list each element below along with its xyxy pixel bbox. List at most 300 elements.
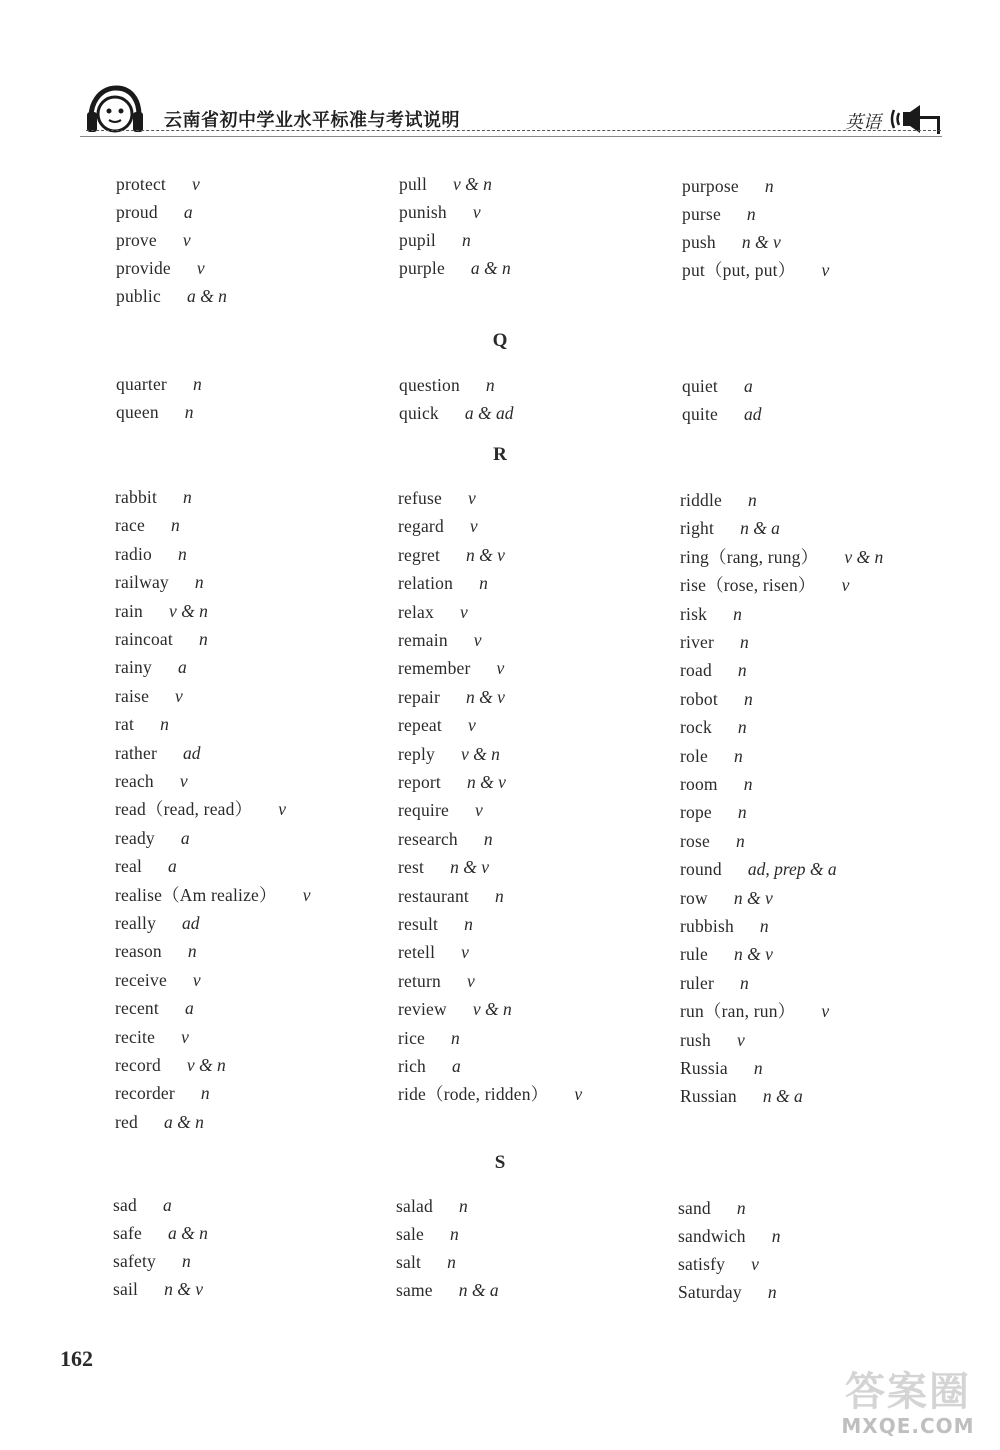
entry-pos: v [192, 969, 201, 990]
entry-word: repeat [398, 715, 442, 736]
entry-word: red [115, 1111, 138, 1132]
word-entry [116, 226, 191, 254]
word-entry [682, 228, 781, 256]
entry-pos: v & n [186, 1055, 226, 1075]
entry-pos: v [302, 884, 311, 905]
entry-pos: n [184, 402, 194, 422]
entry-pos: v [467, 970, 475, 991]
entry-word: remember [398, 658, 471, 679]
header-subject: 英语 [845, 112, 881, 133]
entry-word: public [116, 286, 161, 306]
word-entry [398, 654, 504, 682]
word-entry [398, 768, 506, 796]
word-entry [680, 514, 780, 542]
word-entry [680, 1054, 763, 1082]
entry-word: row [680, 887, 708, 908]
entry-pos: n [198, 629, 208, 649]
entry-word: river [680, 632, 715, 652]
entry-word: right [680, 518, 715, 539]
word-entry [680, 486, 757, 514]
entry-pos: n [753, 1058, 763, 1078]
word-entry [682, 372, 753, 400]
entry-word: receive [115, 969, 167, 990]
entry-word: retell [398, 942, 436, 963]
word-entry [398, 1024, 460, 1052]
word-entry [682, 172, 774, 200]
entry-pos: n [194, 572, 204, 593]
word-entry [398, 626, 482, 654]
entry-word: sad [113, 1195, 137, 1215]
word-entry [115, 994, 194, 1022]
word-entry [115, 767, 188, 795]
entry-pos: n [734, 745, 743, 766]
word-entry [398, 569, 488, 597]
entry-pos: n [464, 914, 473, 934]
word-entry [398, 541, 505, 569]
word-entry [399, 170, 492, 198]
word-entry [115, 511, 180, 539]
word-entry [396, 1220, 459, 1248]
word-entry [115, 966, 201, 994]
entry-word: raincoat [115, 629, 173, 649]
word-entry [680, 571, 849, 599]
entry-word: quite [682, 404, 718, 424]
word-entry [682, 256, 829, 284]
entry-word: really [115, 913, 157, 933]
entry-word: safe [113, 1223, 142, 1243]
entry-word: report [398, 772, 441, 792]
entry-word: rice [398, 1027, 426, 1048]
word-entry [113, 1247, 191, 1275]
entry-word: rest [398, 857, 425, 878]
entry-word: sail [113, 1279, 139, 1299]
entry-word: salt [396, 1252, 422, 1272]
word-entry [678, 1194, 746, 1222]
word-entry [115, 881, 311, 909]
word-entry [682, 400, 762, 428]
entry-pos: n [461, 230, 471, 250]
word-entry [680, 1026, 745, 1054]
word-entry [680, 600, 742, 628]
entry-pos: v [821, 1001, 830, 1022]
word-entry [116, 198, 193, 226]
word-entry [115, 568, 204, 596]
word-entry [396, 1192, 468, 1220]
entry-word: rush [680, 1029, 711, 1050]
page-header [80, 82, 945, 142]
entry-word: reply [398, 743, 435, 764]
entry-word: realise（Am realize） [115, 884, 277, 905]
entry-word: regret [398, 544, 441, 565]
entry-word: rich [398, 1056, 427, 1076]
entry-pos: v & n [844, 546, 884, 567]
entry-pos: n [192, 374, 202, 394]
word-entry [680, 940, 773, 968]
entry-pos: n [733, 603, 742, 624]
entry-pos: n [737, 660, 747, 681]
word-entry [398, 512, 478, 540]
word-entry [398, 796, 483, 824]
word-entry [113, 1191, 172, 1219]
entry-pos: v [278, 799, 287, 820]
word-entry [682, 200, 756, 228]
word-entry [115, 739, 201, 767]
word-entry [680, 997, 829, 1025]
entry-word: recorder [115, 1083, 175, 1104]
word-entry [115, 795, 286, 823]
word-entry [115, 540, 187, 568]
entry-pos: v [574, 1084, 583, 1105]
entry-word: Saturday [678, 1282, 742, 1302]
entry-pos: n [187, 941, 197, 962]
entry-pos: n [737, 802, 747, 823]
entry-pos: n & v [467, 772, 506, 792]
entry-word: result [398, 914, 439, 934]
word-entry [678, 1250, 759, 1278]
entry-word: reason [115, 941, 162, 962]
entry-pos: a & n [163, 1111, 204, 1132]
entry-word: quick [399, 403, 439, 423]
word-entry [115, 909, 200, 937]
entry-word: risk [680, 603, 708, 624]
entry-pos: a & ad [464, 403, 514, 423]
entry-word: riddle [680, 490, 723, 510]
entry-word: prove [116, 230, 157, 250]
entry-word: relation [398, 573, 454, 594]
entry-word: round [680, 859, 722, 880]
entry-word: rose [680, 830, 710, 851]
entry-word: regard [398, 516, 444, 537]
entry-word: salad [396, 1196, 433, 1216]
word-entry [680, 969, 749, 997]
word-entry [398, 1052, 461, 1080]
entry-word: queen [116, 402, 159, 422]
header-dashed-rule [86, 130, 941, 131]
word-entry [398, 683, 505, 711]
entry-pos: n [451, 1027, 460, 1048]
entry-pos: a [184, 998, 194, 1019]
header-rule [80, 136, 942, 137]
entry-pos: v & n [472, 999, 512, 1020]
word-entry [399, 254, 511, 282]
entry-pos: v [751, 1254, 759, 1274]
entry-pos: v & n [169, 600, 208, 621]
entry-pos: n & a [458, 1280, 499, 1300]
entry-word: rubbish [680, 916, 734, 936]
word-entry [398, 910, 473, 938]
entry-word: real [115, 856, 143, 877]
entry-pos: n [743, 688, 753, 709]
entry-pos: n [483, 828, 493, 849]
word-entry [680, 1082, 803, 1110]
word-entry [116, 370, 202, 398]
entry-word: read（read, read） [115, 799, 253, 820]
entry-pos: a & n [470, 258, 511, 278]
entry-pos: n [200, 1083, 210, 1104]
entry-word: quarter [116, 374, 167, 394]
entry-word: railway [115, 572, 169, 593]
word-entry [398, 938, 469, 966]
entry-word: sand [678, 1198, 711, 1218]
word-entry [113, 1219, 208, 1247]
entry-pos: v [192, 174, 200, 194]
entry-word: road [680, 660, 712, 681]
word-entry [680, 827, 745, 855]
entry-word: purple [399, 258, 445, 278]
entry-pos: n & a [740, 518, 780, 539]
entry-word: rain [115, 600, 144, 621]
entry-pos: v [182, 230, 191, 250]
entry-pos: n [458, 1196, 468, 1216]
entry-word: role [680, 745, 709, 766]
entry-word: sale [396, 1224, 425, 1244]
entry-pos: n [183, 487, 192, 507]
entry-pos: n [182, 1251, 191, 1271]
entry-word: satisfy [678, 1254, 726, 1274]
entry-word: review [398, 999, 447, 1020]
entry-pos: v [472, 202, 481, 222]
word-entry [116, 254, 205, 282]
entry-pos: v [496, 658, 505, 679]
entry-pos: a [183, 202, 193, 222]
entry-word: rise（rose, risen） [680, 575, 816, 596]
entry-word: robot [680, 688, 718, 709]
entry-pos: a [180, 827, 190, 848]
entry-word: radio [115, 543, 152, 564]
entry-word: recent [115, 998, 159, 1019]
word-entry [398, 825, 493, 853]
entry-word: refuse [398, 488, 442, 508]
word-entry [398, 853, 489, 881]
entry-pos: v [175, 685, 183, 706]
entry-word: punish [399, 202, 447, 222]
section-letter-q: Q [492, 330, 508, 351]
word-entry [399, 399, 514, 427]
entry-pos: n & v [466, 544, 505, 565]
entry-word: pull [399, 174, 428, 194]
headphones-mascot-icon [86, 84, 144, 136]
entry-pos: a [177, 657, 187, 678]
entry-pos: ad, prep & a [747, 859, 837, 880]
entry-pos: a [162, 1195, 172, 1215]
word-entry [680, 855, 837, 883]
entry-word: put（put, put） [682, 260, 796, 280]
section-letter-r: R [493, 444, 507, 465]
watermark-logo [822, 1360, 994, 1442]
entry-word: require [398, 800, 449, 821]
entry-word: reach [115, 771, 154, 791]
entry-pos: n [736, 1198, 746, 1218]
entry-pos: ad [744, 404, 762, 424]
entry-pos: n [743, 774, 753, 794]
entry-pos: n [767, 1282, 777, 1302]
entry-word: pupil [399, 230, 436, 250]
entry-pos: ad [182, 913, 200, 933]
word-entry [398, 711, 476, 739]
entry-word: rabbit [115, 487, 158, 507]
entry-pos: n & v [734, 944, 773, 965]
entry-word: quiet [682, 376, 718, 396]
entry-pos: n [495, 885, 504, 906]
entry-pos: v [736, 1029, 745, 1050]
word-entry [115, 852, 177, 880]
word-entry [398, 882, 504, 910]
word-entry [680, 685, 753, 713]
entry-pos: n [771, 1226, 781, 1246]
entry-word: record [115, 1055, 161, 1075]
word-entry [398, 1080, 582, 1108]
word-entry [115, 937, 197, 965]
entry-pos: v [474, 800, 483, 821]
word-entry [398, 598, 468, 626]
entry-pos: n & v [733, 887, 773, 908]
entry-word: rather [115, 742, 158, 763]
entry-word: same [396, 1280, 433, 1300]
entry-pos: a & n [167, 1223, 208, 1243]
entry-pos: a & n [186, 286, 227, 306]
entry-word: room [680, 774, 718, 794]
entry-pos: n [447, 1252, 456, 1272]
word-entry [115, 597, 208, 625]
entry-pos: v [821, 260, 830, 280]
entry-word: ride（rode, ridden） [398, 1084, 549, 1105]
word-entry [115, 824, 190, 852]
entry-word: Russia [680, 1058, 728, 1078]
entry-pos: n & v [741, 232, 781, 252]
word-entry [678, 1222, 780, 1250]
word-entry [115, 625, 208, 653]
entry-word: protect [116, 174, 166, 194]
entry-pos: n [737, 717, 747, 738]
entry-pos: a [744, 376, 753, 396]
entry-word: proud [116, 202, 158, 222]
entry-pos: n [735, 830, 745, 851]
entry-pos: n & v [466, 686, 505, 707]
entry-word: return [398, 970, 441, 991]
entry-word: purse [682, 204, 721, 224]
entry-pos: v [467, 715, 476, 736]
entry-pos: n [160, 714, 169, 735]
entry-pos: n [740, 972, 749, 993]
entry-word: restaurant [398, 885, 469, 906]
word-entry [680, 884, 773, 912]
word-entry [398, 967, 475, 995]
entry-word: recite [115, 1026, 156, 1047]
word-entry [115, 1051, 226, 1079]
word-entry [398, 484, 476, 512]
word-entry [680, 770, 753, 798]
entry-word: race [115, 515, 145, 536]
entry-pos: a [452, 1056, 461, 1076]
entry-word: raise [115, 685, 150, 706]
word-entry [398, 740, 500, 768]
entry-word: rope [680, 802, 712, 823]
word-entry [115, 1108, 204, 1136]
entry-pos: v & n [460, 743, 500, 764]
entry-word: provide [116, 258, 171, 278]
entry-word: ready [115, 827, 155, 848]
entry-word: rat [115, 714, 135, 735]
word-entry [115, 1023, 189, 1051]
word-entry [680, 742, 743, 770]
entry-word: ruler [680, 972, 715, 993]
word-entry [396, 1248, 456, 1276]
word-entry [399, 226, 471, 254]
entry-word: purpose [682, 176, 739, 196]
entry-pos: v [461, 942, 469, 963]
entry-pos: v [459, 601, 468, 622]
entry-word: question [399, 375, 460, 395]
header-title: 云南省初中学业水平标准与考试说明 [164, 110, 460, 131]
word-entry [680, 912, 769, 940]
entry-word: Russian [680, 1086, 737, 1107]
entry-pos: n & v [450, 857, 489, 878]
entry-pos: v [841, 575, 850, 596]
entry-pos: n [170, 515, 180, 536]
entry-pos: v [467, 488, 476, 508]
word-entry [680, 543, 883, 571]
word-entry [116, 282, 227, 310]
entry-pos: n [759, 916, 769, 936]
word-entry [678, 1278, 777, 1306]
entry-pos: n [746, 204, 756, 224]
entry-word: relax [398, 601, 434, 622]
entry-word: ring（rang, rung） [680, 546, 819, 567]
word-entry [115, 1079, 210, 1107]
entry-pos: v [179, 771, 188, 791]
watermark-text: 答案圈 [845, 1369, 971, 1415]
word-entry [399, 198, 481, 226]
word-entry [680, 628, 749, 656]
word-entry [396, 1276, 499, 1304]
word-entry [115, 710, 169, 738]
entry-word: rock [680, 717, 712, 738]
entry-pos: v [181, 1026, 189, 1047]
page-number: 162 [60, 1346, 93, 1371]
entry-pos: n [764, 176, 774, 196]
entry-pos: n [748, 490, 757, 510]
word-entry [115, 653, 187, 681]
section-letter-s: S [494, 1152, 506, 1173]
word-entry [115, 483, 192, 511]
entry-pos: n [177, 543, 187, 564]
entry-pos: n & v [164, 1279, 203, 1299]
word-entry [116, 170, 200, 198]
word-entry [680, 656, 747, 684]
entry-pos: v [196, 258, 205, 278]
entry-pos: v [473, 630, 482, 650]
entry-word: sandwich [678, 1226, 746, 1246]
entry-word: research [398, 828, 458, 849]
entry-pos: n [479, 573, 488, 594]
entry-pos: v [469, 516, 478, 537]
entry-pos: n & a [762, 1086, 803, 1107]
entry-word: remain [398, 630, 448, 650]
entry-word: repair [398, 686, 441, 707]
entry-word: rule [680, 944, 709, 965]
entry-word: run（ran, run） [680, 1001, 796, 1022]
entry-pos: n [740, 632, 749, 652]
entry-pos: v & n [453, 174, 492, 194]
word-entry [115, 682, 183, 710]
word-entry [113, 1275, 203, 1303]
entry-pos: a [168, 856, 177, 877]
entry-pos: n [485, 375, 495, 395]
word-entry [398, 995, 512, 1023]
word-entry [399, 371, 495, 399]
entry-word: push [682, 232, 716, 252]
entry-word: safety [113, 1251, 156, 1271]
